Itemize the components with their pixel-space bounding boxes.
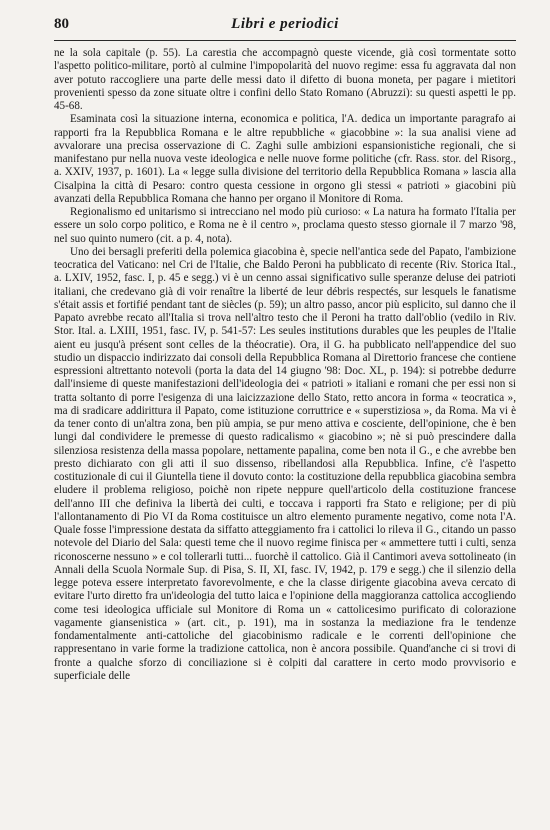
running-title: Libri e periodici (231, 16, 339, 32)
paragraph: Regionalismo ed unitarismo si intrecciano nel modo più curioso: « La natura ha formato l'Italia per essere un solo corpo politico, e Roma ne è il centro », proclama questo stesso giornale il 7 marzo '98, nel suo quinto numero (cit. a p. 4, nota). (54, 206, 516, 245)
paragraph: Esaminata così la situazione interna, economica e politica, l'A. dedica un importante paragrafo ai rapporti fra la Repubblica Romana e le altre repubbliche « giacobbine »: la sua analisi viene ad avvalorare una precisa osservazione di C. Zaghi sulle ambizioni espansionistiche regionali, che si manifestano pur nella nuova veste ideologica e nelle nuove forme politiche (cfr. Rass. stor. del Risorg., a. XXIV, 1937, p. 1601). La « legge sulla divisione del territorio della Repubblica Romana » lascia alla Cisalpina la città di Pesaro: contro questa cessione in orgono gli stessi « patrioti » giacobini più avanzati della Repubblica Romana che hanno per organo il Monitore di Roma. (54, 113, 516, 205)
paragraph: Uno dei bersagli preferiti della polemica giacobina è, specie nell'antica sede del Papato, l'ambizione teocratica del Vaticano: nel Cri de l'Italie, che Baldo Peroni ha pubblicato di recente (Riv. Storica Ital., a. LXIV, 1952, fasc. I, p. 45 e segg.) vi è un cenno assai significativo sulle speranze deluse dei patrioti italiani, che credevano già di voir renaître la liberté de leur débris respectés, sur lesquels le fanatisme s'était assis et fortifié pendant tant de siècles (p. 59); un altro passo, ancor più esplicito, sul danno che il Papato avrebbe recato all'Italia si trova nell'altro testo che il Peroni ha tratto dall'oblio (vedilo in Riv. Stor. Ital. a. LXIII, 1951, fasc. IV, p. 541-57: Les seules institutions durables que les peuples de l'Italie aient eu jusqu'à présent sont celles de la théocratie). Ora, il G. ha pubblicato nell'appendice del suo studio un dispaccio indirizzato dai consoli della Repubblica Romana al Direttorio francese che contiene espressioni altrettanto notevoli (porta la data del 14 giugno '98: Doc. XL, p. 194): si potrebbe dedurre dall'insieme di queste manifestazioni dell'ideologia dei « patrioti » italiani e romani che per essi non si tratta soltanto di porre l'esigenza di una laicizzazione dello Stato, retto ancora in forma « teocratica », ma di sradicare addirittura il Papato, come istituzione corruttrice e « superstiziosa », da Roma. Ma vi è da tener conto di un'altra zona, ben più ampia, se pur meno attiva e cosciente, dell'opinione, che è ben lungi dal condividere le premesse di questo radicalismo « giacobino »; nè si può prescindere dalla silenziosa resistenza della massa popolare, nettamente papalina, come ben nota il G., e che avrebbe ben presto dichiarato con gli atti il suo dissenso, ribellandosi alla Repubblica. Infine, c'è l'aspetto costituzionale di cui il Giuntella tiene il dovuto conto: la costituzione della repubblica giacobina sembra eludere il problema religioso, poichè non ripete neppure quell'articolo della costituzione francese dell'anno III che definiva la libertà dei culti, e toccava i rapporti fra Stato e religione; per di più l'allontanamento di Pio VI da Roma costituisce un altro elemento puramente negativo, come nota l'A. Quale fosse l'impressione destata da siffatto atteggiamento fra i cattolici lo rileva il G., citando un passo notevole del Diario del Sala: questi teme che il nuovo regime finisca per « ammettere tutti i culti, senza riconoscerne nessuno » e col tollerarli tutti... fuorchè il cattolico. Già il Cantimori aveva sottolineato (in Annali della Scuola Normale Sup. di Pisa, S. II, XI, fasc. IV, 1942, p. 179 e segg.) che il silenzio della legge poteva essere interpretato favorevolmente, e che la classe dirigente giacobina aveva cercato di evitare l'urto diretto fra un'ideologia del tutto laica e l'opinione della maggioranza cattolica accogliendo come tesi ideologica ufficiale sul Monitore di Roma un « cattolicesimo purificato di colorazione vagamente giansenistica » (art. cit., p. 191), ma in sostanza la mediazione fra le tendenze fondamentalmente anti-cattoliche del giacobinismo radicale e le correnti dell'opinione che rappresentano in varie forme la tradizione cattolica, non è ancora possibile. Quand'anche ci si trovi di fronte a qualche sforzo di conciliazione si è colpiti dal carattere in certo modo provvisorio e superficiale delle (54, 245, 516, 682)
body-text (54, 47, 516, 683)
page-number: 80 (54, 16, 69, 32)
page-header (54, 16, 516, 41)
paragraph: ne la sola capitale (p. 55). La carestia che accompagnò queste vicende, già così tormentate sotto l'aspetto politico-militare, portò al culmine l'impopolarità del nuovo regime: essa fu aggravata dal non aver potuto raccogliere una parte delle messi dato il difetto di buona moneta, per pagare i mietitori provenienti spesso da zone situate oltre i confini dello Stato Romano (Abruzzi): su questi aspetti le pp. 45-68. (54, 47, 516, 112)
